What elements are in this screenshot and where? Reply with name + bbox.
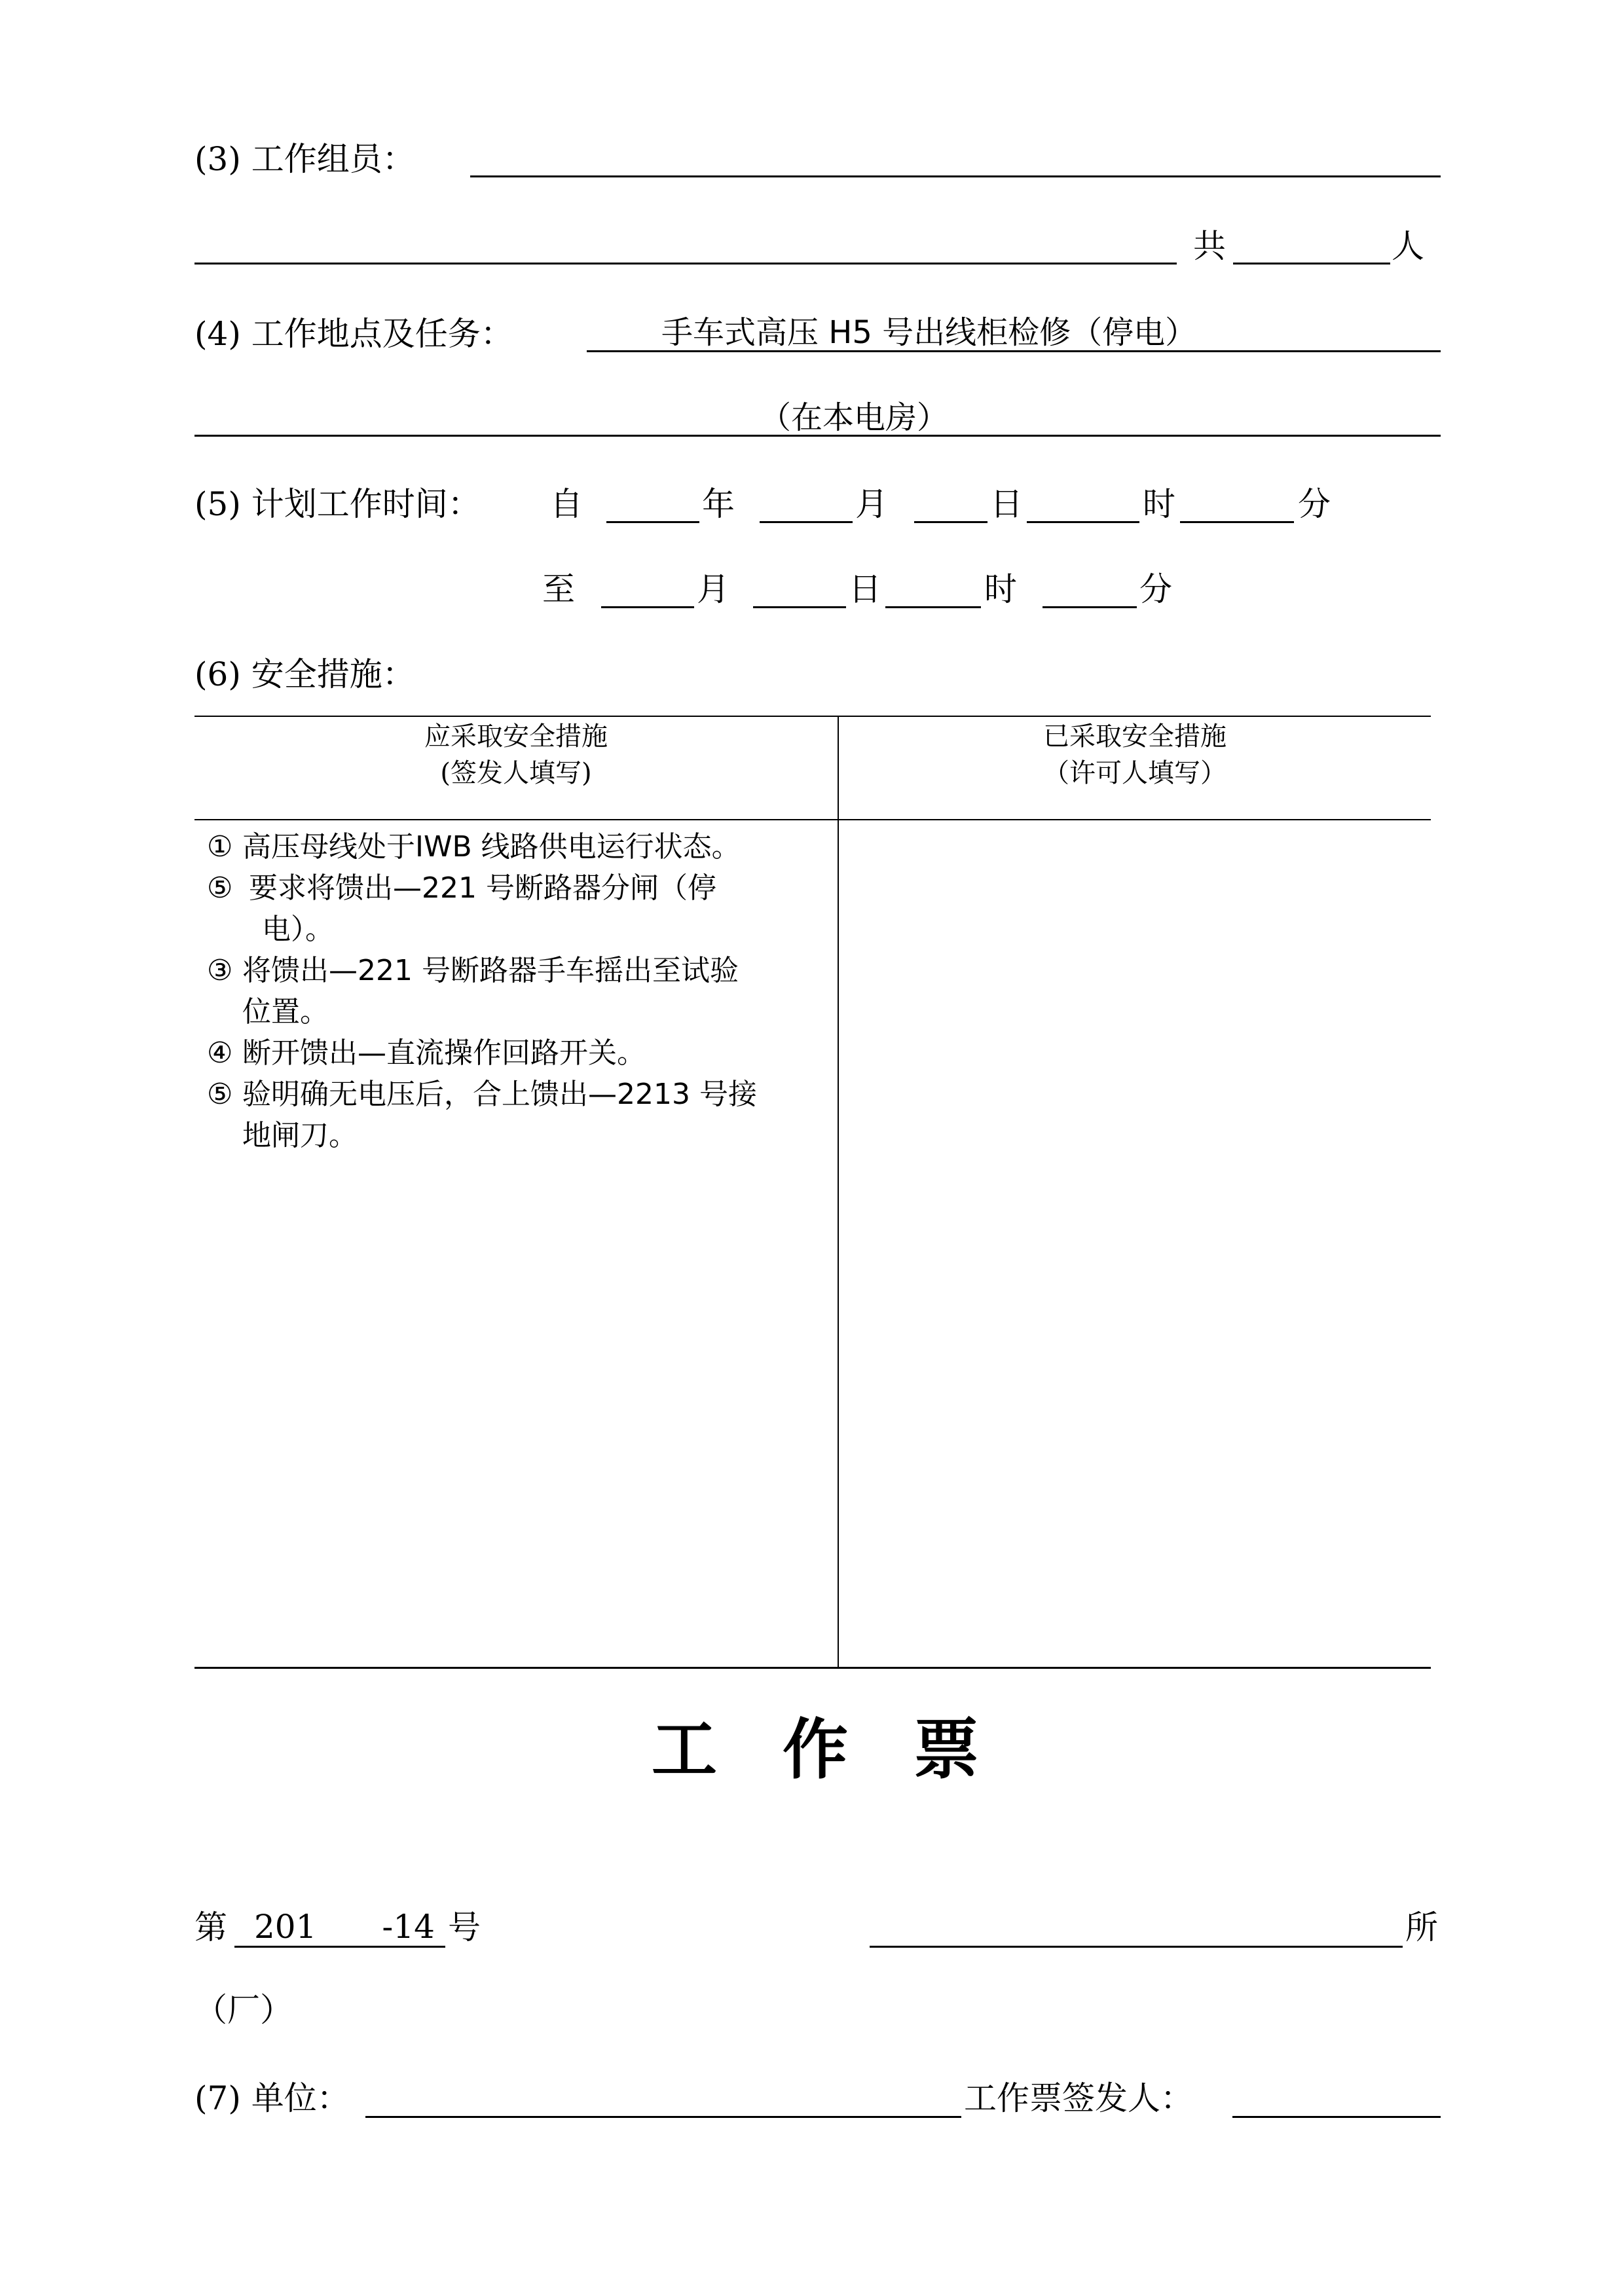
location-value-line2: （在本电房） [760, 399, 949, 436]
planned-time-label: (5) 计划工作时间： [194, 485, 481, 523]
list-item: ⑤ 验明确无电压后，合上馈出—2213 号接 [207, 1078, 757, 1111]
to-month-unit: 月 [697, 570, 729, 608]
list-item: ③ 将馈出—221 号断路器手车摇出至试验 [207, 954, 739, 987]
col-right-sub: （许可人填写） [1043, 758, 1227, 788]
list-item-continued: 地闸刀。 [242, 1119, 358, 1152]
from-month-blank[interactable] [760, 521, 853, 523]
issuer-label: 工作票签发人： [964, 2079, 1193, 2117]
col-right-header [839, 718, 1431, 792]
unit-label: (7) 单位： [194, 2079, 350, 2117]
members-ren: 人 [1392, 227, 1424, 265]
to-minute-unit: 分 [1139, 570, 1172, 608]
members-line-2[interactable] [194, 263, 1177, 264]
suo-blank[interactable] [870, 1946, 1403, 1948]
table-header-rule [194, 819, 1431, 820]
to-day-blank[interactable] [753, 606, 846, 608]
location-value-line1: 手车式高压 H5 号出线柜检修（停电） [661, 314, 1197, 351]
location-label: (4) 工作地点及任务： [194, 315, 513, 353]
ticket-suo: 所 [1405, 1908, 1438, 1946]
col-left-header [194, 718, 838, 792]
to-hour-unit: 时 [984, 570, 1017, 608]
to-minute-blank[interactable] [1043, 606, 1137, 608]
col-left-title: 应采取安全措施 [424, 721, 608, 752]
time-from: 自 [550, 485, 583, 523]
location-line-1[interactable] [587, 350, 1441, 352]
to-month-blank[interactable] [601, 606, 694, 608]
members-gong: 共 [1193, 227, 1226, 265]
ticket-no-field[interactable]: 201 -14 [234, 1908, 445, 1948]
list-item-continued: 电）。 [262, 913, 334, 946]
ticket-no-prefix: 第 [194, 1908, 227, 1946]
members-count-blank[interactable] [1233, 263, 1390, 264]
members-label: (3) 工作组员： [194, 140, 415, 178]
table-column-divider [838, 716, 839, 1668]
list-item: ⑤ 要求将馈出—221 号断路器分闸（停 [207, 871, 716, 905]
measure-list [207, 826, 829, 1156]
from-minute-unit: 分 [1298, 485, 1331, 523]
from-minute-blank[interactable] [1180, 521, 1294, 523]
list-item: ① 高压母线处于ⅠWB 线路供电运行状态。 [207, 830, 741, 864]
members-line-1[interactable] [470, 175, 1441, 177]
col-right-title: 已采取安全措施 [1043, 721, 1227, 752]
list-item-continued: 位置。 [242, 995, 329, 1029]
issuer-blank[interactable] [1232, 2116, 1441, 2118]
location-line-2[interactable] [194, 435, 1441, 437]
table-top-rule [194, 716, 1431, 717]
from-hour-unit: 时 [1143, 485, 1175, 523]
from-hour-blank[interactable] [1027, 521, 1139, 523]
ticket-no-suffix: 号 [448, 1908, 481, 1946]
safety-label: (6) 安全措施： [194, 655, 415, 693]
table-bottom-rule [194, 1667, 1431, 1669]
from-day-unit: 日 [990, 485, 1023, 523]
col-left-sub: (签发人填写) [440, 758, 592, 788]
time-to: 至 [542, 570, 575, 608]
to-hour-blank[interactable] [885, 606, 981, 608]
list-item: ④ 断开馈出—直流操作回路开关。 [207, 1036, 646, 1070]
from-month-unit: 月 [855, 485, 888, 523]
from-year-unit: 年 [702, 485, 735, 523]
unit-blank[interactable] [365, 2116, 961, 2118]
from-year-blank[interactable] [606, 521, 699, 523]
to-day-unit: 日 [849, 570, 881, 608]
from-day-blank[interactable] [914, 521, 987, 523]
ticket-title: 工 作 票 [652, 1711, 979, 1788]
ticket-chang: （厂） [194, 1991, 293, 2029]
